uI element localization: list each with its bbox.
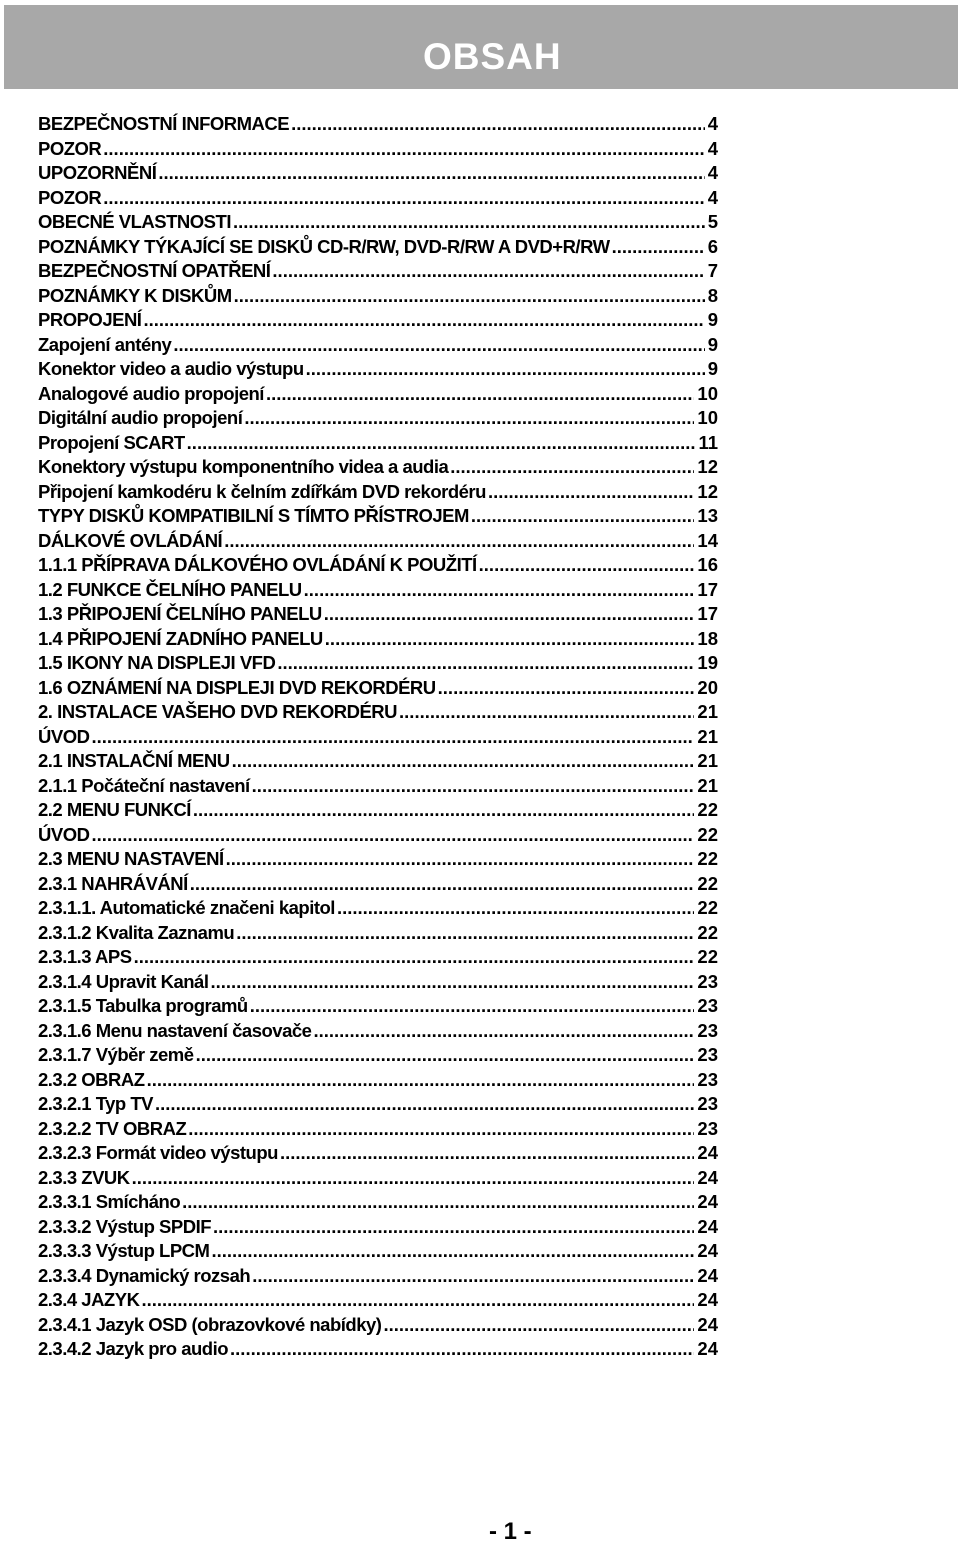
toc-dot-leader — [213, 1215, 694, 1240]
table-of-contents — [38, 112, 718, 1362]
toc-entry — [38, 284, 718, 309]
toc-dot-leader — [232, 749, 695, 774]
toc-entry-title: Analogové audio propojení — [38, 382, 264, 404]
toc-dot-leader — [438, 676, 695, 701]
toc-entry-title: 2.3.3.2 Výstup SPDIF — [38, 1215, 212, 1237]
toc-entry — [38, 259, 718, 284]
toc-dot-leader — [266, 382, 694, 407]
toc-entry — [38, 210, 718, 235]
toc-dot-leader — [324, 602, 695, 627]
toc-dot-leader — [141, 1288, 694, 1313]
toc-entry-title: 2.3.2.1 Typ TV — [38, 1093, 154, 1114]
toc-entry — [38, 455, 718, 480]
toc-dot-leader — [132, 1166, 695, 1191]
toc-dot-leader — [91, 725, 694, 750]
toc-dot-leader — [313, 1019, 694, 1044]
toc-entry-page: 10 — [697, 407, 718, 428]
toc-entry-title: 2.3.4.1 Jazyk OSD (obrazovkové nabídky) — [38, 1313, 382, 1335]
page-number: - 1 - — [489, 1518, 532, 1545]
toc-entry-title: OBECNÉ VLASTNOSTI — [38, 211, 231, 232]
toc-dot-leader — [252, 1264, 694, 1289]
toc-dot-leader — [471, 504, 695, 529]
toc-entry-page: 23 — [697, 1117, 718, 1139]
toc-entry-page: 23 — [697, 970, 718, 992]
toc-dot-leader — [103, 186, 704, 211]
toc-dot-leader — [91, 823, 694, 848]
toc-entry — [38, 676, 718, 701]
toc-entry-title: ÚVOD — [38, 725, 90, 747]
toc-entry — [38, 382, 718, 407]
toc-dot-leader — [252, 774, 695, 799]
toc-entry-title: Konektor video a audio výstupu — [38, 358, 304, 379]
toc-entry-title: 2.3.4.2 Jazyk pro audio — [38, 1338, 229, 1359]
toc-entry-page: 23 — [697, 1093, 718, 1114]
toc-dot-leader — [134, 945, 695, 970]
toc-entry-page: 21 — [697, 701, 718, 722]
toc-entry — [38, 406, 718, 431]
toc-dot-leader — [304, 578, 695, 603]
toc-entry-title: 2.3.3.1 Smícháno — [38, 1191, 181, 1212]
toc-entry — [38, 308, 718, 333]
toc-entry — [38, 1019, 718, 1044]
toc-entry — [38, 480, 718, 505]
toc-entry-page: 24 — [697, 1142, 718, 1163]
toc-entry-title: ÚVOD — [38, 823, 90, 845]
toc-entry-page: 22 — [697, 799, 718, 820]
toc-entry-title: BEZPEČNOSTNÍ INFORMACE — [38, 113, 290, 134]
toc-entry-page: 23 — [697, 1019, 718, 1041]
toc-entry — [38, 823, 718, 848]
toc-entry-page: 9 — [707, 333, 718, 355]
toc-entry-page: 12 — [697, 480, 718, 502]
toc-entry-title: 2.1 INSTALAČNÍ MENU — [38, 750, 230, 771]
toc-dot-leader — [155, 1092, 694, 1117]
toc-entry-title: 2.3.2.2 TV OBRAZ — [38, 1117, 187, 1139]
toc-entry-title: 1.6 OZNÁMENÍ NA DISPLEJI DVD REKORDÉRU — [38, 676, 436, 698]
toc-entry-title: 1.5 IKONY NA DISPLEJI VFD — [38, 652, 276, 673]
toc-entry-title: 2.3.1.6 Menu nastavení časovače — [38, 1019, 312, 1041]
toc-entry-page: 22 — [697, 946, 718, 967]
toc-entry — [38, 921, 718, 946]
page-title: OBSAH — [423, 36, 562, 77]
toc-entry — [38, 1337, 718, 1362]
toc-entry-title: DÁLKOVÉ OVLÁDÁNÍ — [38, 529, 223, 551]
toc-entry-page: 24 — [697, 1240, 718, 1261]
toc-entry-page: 9 — [707, 309, 718, 330]
toc-entry-title: POZNÁMKY K DISKŮM — [38, 284, 232, 306]
toc-entry-title: 2.3.3 ZVUK — [38, 1166, 130, 1188]
toc-entry-page: 23 — [697, 1068, 718, 1090]
toc-entry-title: Digitální audio propojení — [38, 407, 243, 428]
toc-entry-page: 24 — [697, 1191, 718, 1212]
toc-entry-page: 23 — [697, 995, 718, 1016]
toc-dot-leader — [236, 921, 694, 946]
toc-entry-page: 6 — [707, 235, 718, 257]
toc-entry-title: 2.3.2.3 Formát video výstupu — [38, 1142, 278, 1163]
toc-dot-leader — [250, 994, 695, 1019]
toc-entry — [38, 1313, 718, 1338]
toc-dot-leader — [479, 553, 695, 578]
toc-entry-page: 24 — [697, 1313, 718, 1335]
toc-entry — [38, 1068, 718, 1093]
toc-entry — [38, 504, 718, 529]
toc-dot-leader — [230, 1337, 694, 1362]
toc-entry-page: 21 — [697, 750, 718, 771]
toc-entry-page: 13 — [697, 505, 718, 526]
toc-entry-title: 1.4 PŘIPOJENÍ ZADNÍHO PANELU — [38, 627, 323, 649]
toc-entry-page: 17 — [697, 578, 718, 600]
toc-dot-leader — [187, 431, 696, 456]
toc-dot-leader — [337, 896, 694, 921]
toc-dot-leader — [291, 112, 705, 137]
toc-entry-title: 2.3.2 OBRAZ — [38, 1068, 145, 1090]
toc-entry-title: PROPOJENÍ — [38, 309, 142, 330]
toc-dot-leader — [399, 700, 694, 725]
toc-entry — [38, 847, 718, 872]
toc-entry-page: 4 — [707, 113, 718, 134]
toc-entry — [38, 1166, 718, 1191]
toc-dot-leader — [612, 235, 705, 260]
toc-entry-page: 19 — [697, 652, 718, 673]
toc-dot-leader — [233, 210, 705, 235]
toc-entry-page: 24 — [697, 1166, 718, 1188]
toc-entry-title: TYPY DISKŮ KOMPATIBILNÍ S TÍMTO PŘÍSTROJEM — [38, 505, 469, 526]
toc-entry-title: 1.1.1 PŘÍPRAVA DÁLKOVÉHO OVLÁDÁNÍ K POUŽITÍ — [38, 554, 477, 575]
toc-entry-title: Konektory výstupu komponentního videa a audia — [38, 456, 449, 477]
toc-entry — [38, 970, 718, 995]
toc-dot-leader — [103, 137, 704, 162]
toc-dot-leader — [488, 480, 694, 505]
toc-entry-page: 18 — [697, 627, 718, 649]
toc-entry-page: 7 — [707, 260, 718, 281]
toc-entry — [38, 994, 718, 1019]
toc-entry — [38, 112, 718, 137]
toc-entry — [38, 749, 718, 774]
toc-entry — [38, 725, 718, 750]
toc-entry-page: 4 — [707, 137, 718, 159]
toc-entry — [38, 1264, 718, 1289]
toc-entry-page: 21 — [697, 774, 718, 796]
toc-dot-leader — [272, 259, 704, 284]
toc-entry-title: POZOR — [38, 137, 102, 159]
toc-dot-leader — [143, 308, 704, 333]
toc-entry — [38, 578, 718, 603]
toc-entry — [38, 1092, 718, 1117]
toc-entry — [38, 186, 718, 211]
toc-dot-leader — [158, 161, 704, 186]
toc-entry-page: 22 — [697, 897, 718, 918]
toc-dot-leader — [306, 357, 705, 382]
toc-entry-title: POZOR — [38, 186, 102, 208]
toc-entry — [38, 529, 718, 554]
toc-entry-page: 23 — [697, 1044, 718, 1065]
toc-entry-title: 2.3.1.1. Automatické značeni kapitol — [38, 897, 335, 918]
toc-entry-page: 12 — [697, 456, 718, 477]
toc-entry-title: 2. INSTALACE VAŠEHO DVD REKORDÉRU — [38, 701, 398, 722]
toc-entry-title: 2.3.1 NAHRÁVÁNÍ — [38, 872, 188, 894]
toc-entry-title: UPOZORNĚNÍ — [38, 162, 157, 183]
toc-entry — [38, 1043, 718, 1068]
toc-entry-title: 2.3.3.4 Dynamický rozsah — [38, 1264, 251, 1286]
toc-entry — [38, 1239, 718, 1264]
toc-dot-leader — [173, 333, 704, 358]
toc-dot-leader — [234, 284, 705, 309]
toc-entry-title: 2.3.1.5 Tabulka programů — [38, 995, 248, 1016]
toc-entry — [38, 431, 718, 456]
toc-entry — [38, 235, 718, 260]
toc-entry — [38, 333, 718, 358]
toc-dot-leader — [210, 970, 694, 995]
toc-entry-title: 2.3 MENU NASTAVENÍ — [38, 848, 224, 869]
toc-entry-title: Připojení kamkodéru k čelním zdířkám DVD rekordéru — [38, 480, 486, 502]
toc-dot-leader — [244, 406, 694, 431]
toc-entry-title: 2.3.1.4 Upravit Kanál — [38, 970, 209, 992]
toc-entry-page: 4 — [707, 186, 718, 208]
toc-entry-title: 2.3.1.3 APS — [38, 946, 132, 967]
toc-entry-page: 17 — [697, 603, 718, 624]
toc-dot-leader — [147, 1068, 695, 1093]
toc-entry — [38, 798, 718, 823]
toc-entry-page: 9 — [707, 358, 718, 379]
toc-entry-title: 2.1.1 Počáteční nastavení — [38, 774, 250, 796]
toc-entry-page: 22 — [697, 848, 718, 869]
toc-entry-page: 22 — [697, 872, 718, 894]
toc-dot-leader — [190, 872, 695, 897]
toc-entry-title: POZNÁMKY TÝKAJÍCÍ SE DISKŮ CD-R/RW, DVD-R/RW A DVD+R/RW — [38, 235, 610, 257]
toc-entry-page: 24 — [697, 1338, 718, 1359]
toc-entry — [38, 357, 718, 382]
toc-entry — [38, 1141, 718, 1166]
toc-entry — [38, 1215, 718, 1240]
toc-entry-page: 22 — [697, 823, 718, 845]
toc-entry — [38, 602, 718, 627]
toc-dot-leader — [193, 798, 695, 823]
toc-entry — [38, 627, 718, 652]
toc-entry-page: 21 — [697, 725, 718, 747]
toc-entry-title: 1.3 PŘIPOJENÍ ČELNÍHO PANELU — [38, 603, 322, 624]
toc-entry — [38, 700, 718, 725]
toc-entry-page: 22 — [697, 921, 718, 943]
toc-entry-title: Zapojení antény — [38, 333, 172, 355]
toc-dot-leader — [188, 1117, 694, 1142]
toc-entry-page: 24 — [697, 1264, 718, 1286]
toc-dot-leader — [280, 1141, 694, 1166]
toc-dot-leader — [211, 1239, 694, 1264]
toc-entry-page: 5 — [707, 211, 718, 232]
toc-dot-leader — [226, 847, 695, 872]
toc-entry — [38, 161, 718, 186]
toc-entry-page: 11 — [698, 431, 718, 453]
toc-entry-page: 10 — [697, 382, 718, 404]
toc-entry — [38, 872, 718, 897]
toc-dot-leader — [196, 1043, 695, 1068]
toc-entry-page: 24 — [697, 1289, 718, 1310]
toc-dot-leader — [277, 651, 694, 676]
toc-entry-title: 1.2 FUNKCE ČELNÍHO PANELU — [38, 578, 302, 600]
toc-entry-title: 2.3.1.7 Výběr země — [38, 1044, 194, 1065]
toc-entry-page: 14 — [697, 529, 718, 551]
toc-dot-leader — [450, 455, 694, 480]
toc-entry — [38, 774, 718, 799]
toc-entry-title: 2.3.3.3 Výstup LPCM — [38, 1240, 210, 1261]
toc-entry-page: 20 — [697, 676, 718, 698]
toc-entry-page: 8 — [707, 284, 718, 306]
toc-entry-page: 4 — [707, 162, 718, 183]
toc-entry — [38, 137, 718, 162]
toc-entry — [38, 651, 718, 676]
toc-entry — [38, 553, 718, 578]
header-bar — [4, 5, 958, 89]
toc-entry-page: 16 — [697, 554, 718, 575]
toc-dot-leader — [182, 1190, 694, 1215]
toc-entry — [38, 1117, 718, 1142]
toc-entry-title: 2.2 MENU FUNKCÍ — [38, 799, 191, 820]
toc-dot-leader — [383, 1313, 694, 1338]
toc-entry-title: BEZPEČNOSTNÍ OPATŘENÍ — [38, 260, 271, 281]
toc-entry — [38, 1288, 718, 1313]
toc-entry-title: Propojení SCART — [38, 431, 185, 453]
toc-entry — [38, 896, 718, 921]
toc-dot-leader — [325, 627, 695, 652]
toc-entry-page: 24 — [697, 1215, 718, 1237]
toc-entry — [38, 1190, 718, 1215]
toc-entry — [38, 945, 718, 970]
toc-entry-title: 2.3.1.2 Kvalita Zaznamu — [38, 921, 235, 943]
toc-dot-leader — [224, 529, 694, 554]
toc-entry-title: 2.3.4 JAZYK — [38, 1289, 140, 1310]
